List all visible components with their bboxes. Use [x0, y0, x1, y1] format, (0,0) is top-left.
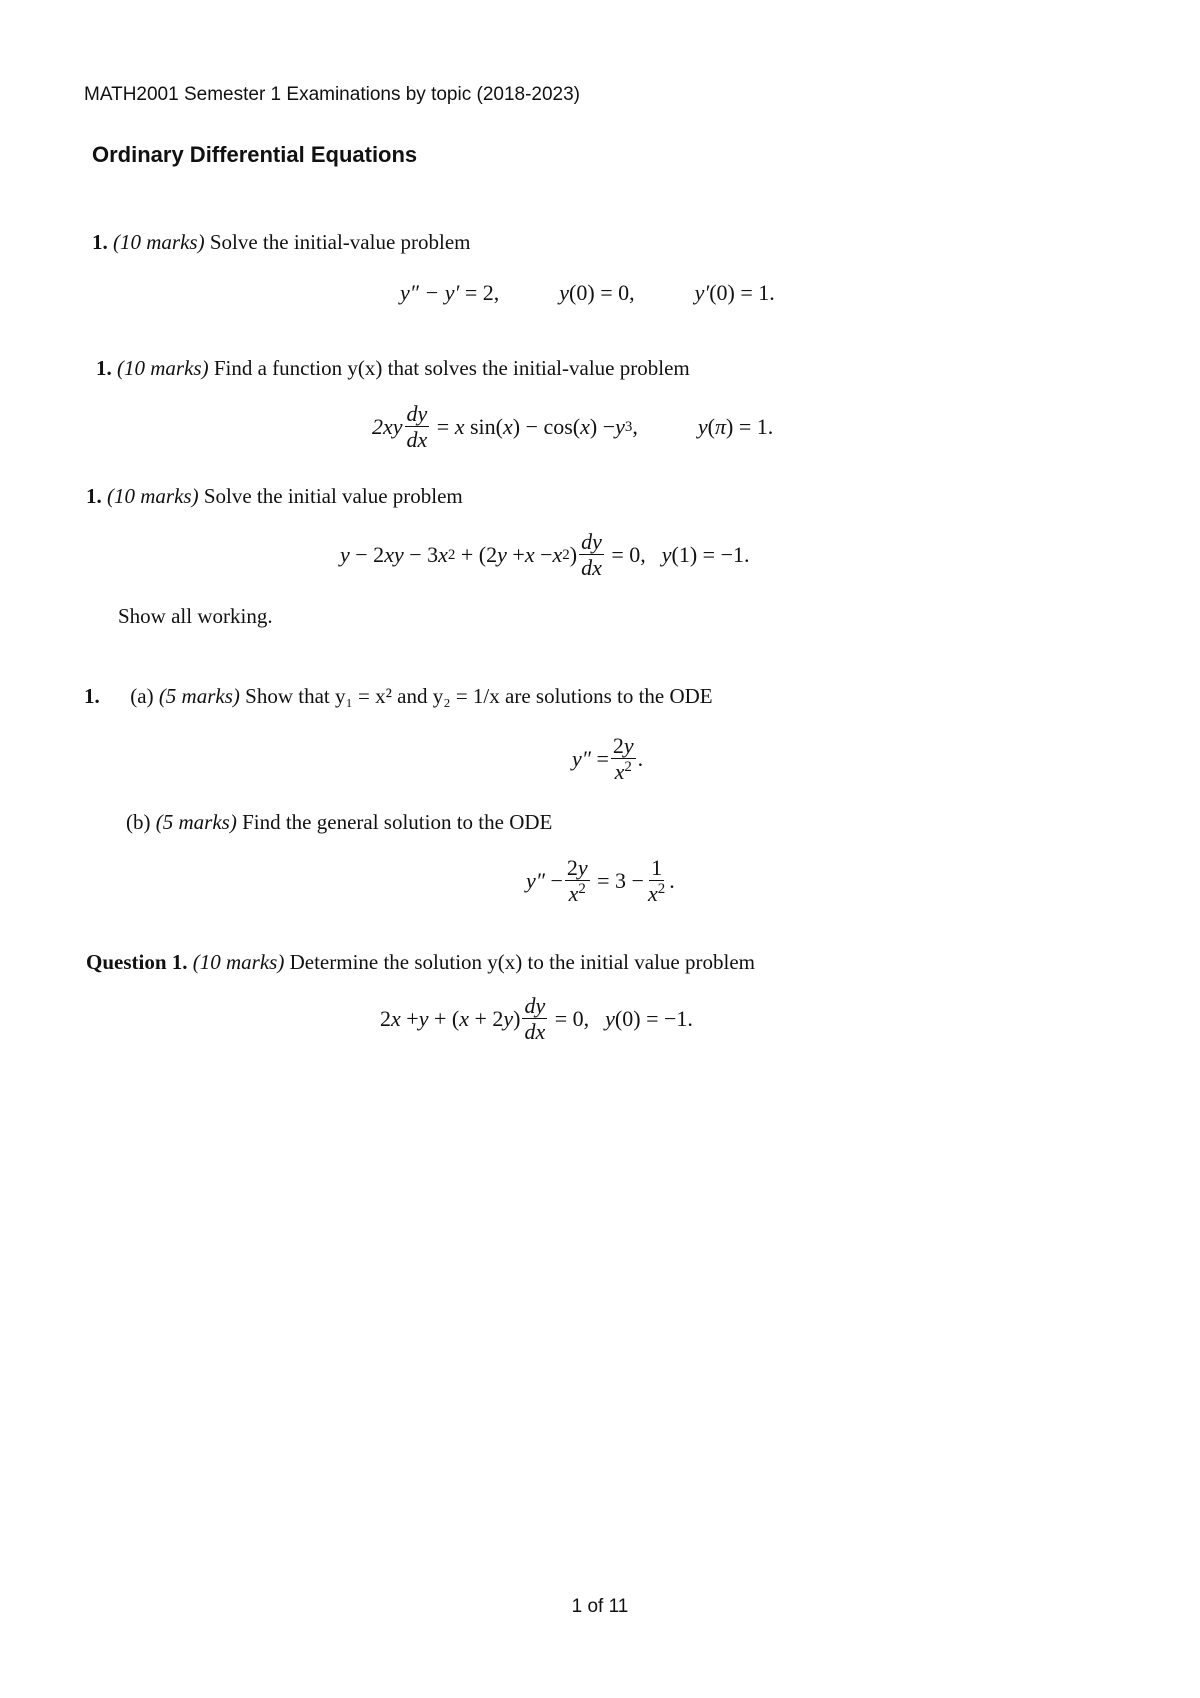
question-text: Solve the initial-value problem	[209, 230, 471, 254]
question-text: Find a function y(x) that solves the initial-value problem	[213, 356, 690, 380]
equation-4a: y″ = $\frac{2y}{x^2}$ .	[572, 733, 644, 785]
question-3-note: Show all working.	[118, 604, 273, 628]
document-header: MATH2001 Semester 1 Examinations by topic (2018-2023)	[84, 84, 581, 105]
question-marks: (10 marks)	[117, 356, 209, 380]
question-number: Question 1.	[86, 950, 188, 974]
question-number: 1.	[96, 356, 112, 380]
question-marks: (10 marks)	[107, 484, 199, 508]
question-marks: (10 marks)	[113, 230, 205, 254]
question-1	[92, 230, 471, 255]
question-marks: (5 marks)	[155, 810, 237, 834]
question-5	[86, 950, 755, 975]
equation-3: y − 2 xy − 3 x 2 + (2 y + x − x 2 ) $\frac{dy}{dx}$ = 0, y (1) = −1.	[340, 529, 750, 581]
question-3	[86, 484, 463, 509]
question-4-part-b	[126, 810, 552, 835]
question-marks: (10 marks)	[192, 950, 285, 974]
question-text: Show that y₁ = x² and y₂ = 1/x are solutions to the ODE	[245, 684, 713, 708]
page-title: Ordinary Differential Equations	[92, 142, 418, 167]
question-2	[96, 356, 690, 381]
equation-2: 2xy $\frac{dy}{dx}$ = x sin( x ) − cos( x ) − y 3 , y ( π ) = 1.	[372, 401, 774, 453]
question-number: 1.	[84, 684, 100, 708]
equation-5: 2 x + y + ( x + 2 y ) $\frac{dy}{dx}$ = 0, y (0) = −1.	[380, 993, 693, 1045]
question-marks: (5 marks)	[158, 684, 240, 708]
question-4-part-a	[84, 684, 713, 709]
question-text: Solve the initial value problem	[203, 484, 463, 508]
equation-1: y″ − y′ = 2, y(0) = 0, y′(0) = 1.	[400, 280, 775, 305]
part-label: (a)	[130, 684, 154, 708]
equation-4b: y″ − $\frac{2y}{x^2}$ = 3 − $\frac{1}{x^2}$ .	[526, 855, 675, 907]
question-text: Find the general solution to the ODE	[242, 810, 553, 834]
page-number: 1 of 11	[571, 1596, 629, 1617]
question-text: Determine the solution y(x) to the initial value problem	[289, 950, 755, 974]
part-label: (b)	[126, 810, 151, 834]
question-number: 1.	[86, 484, 102, 508]
question-number: 1.	[92, 230, 108, 254]
